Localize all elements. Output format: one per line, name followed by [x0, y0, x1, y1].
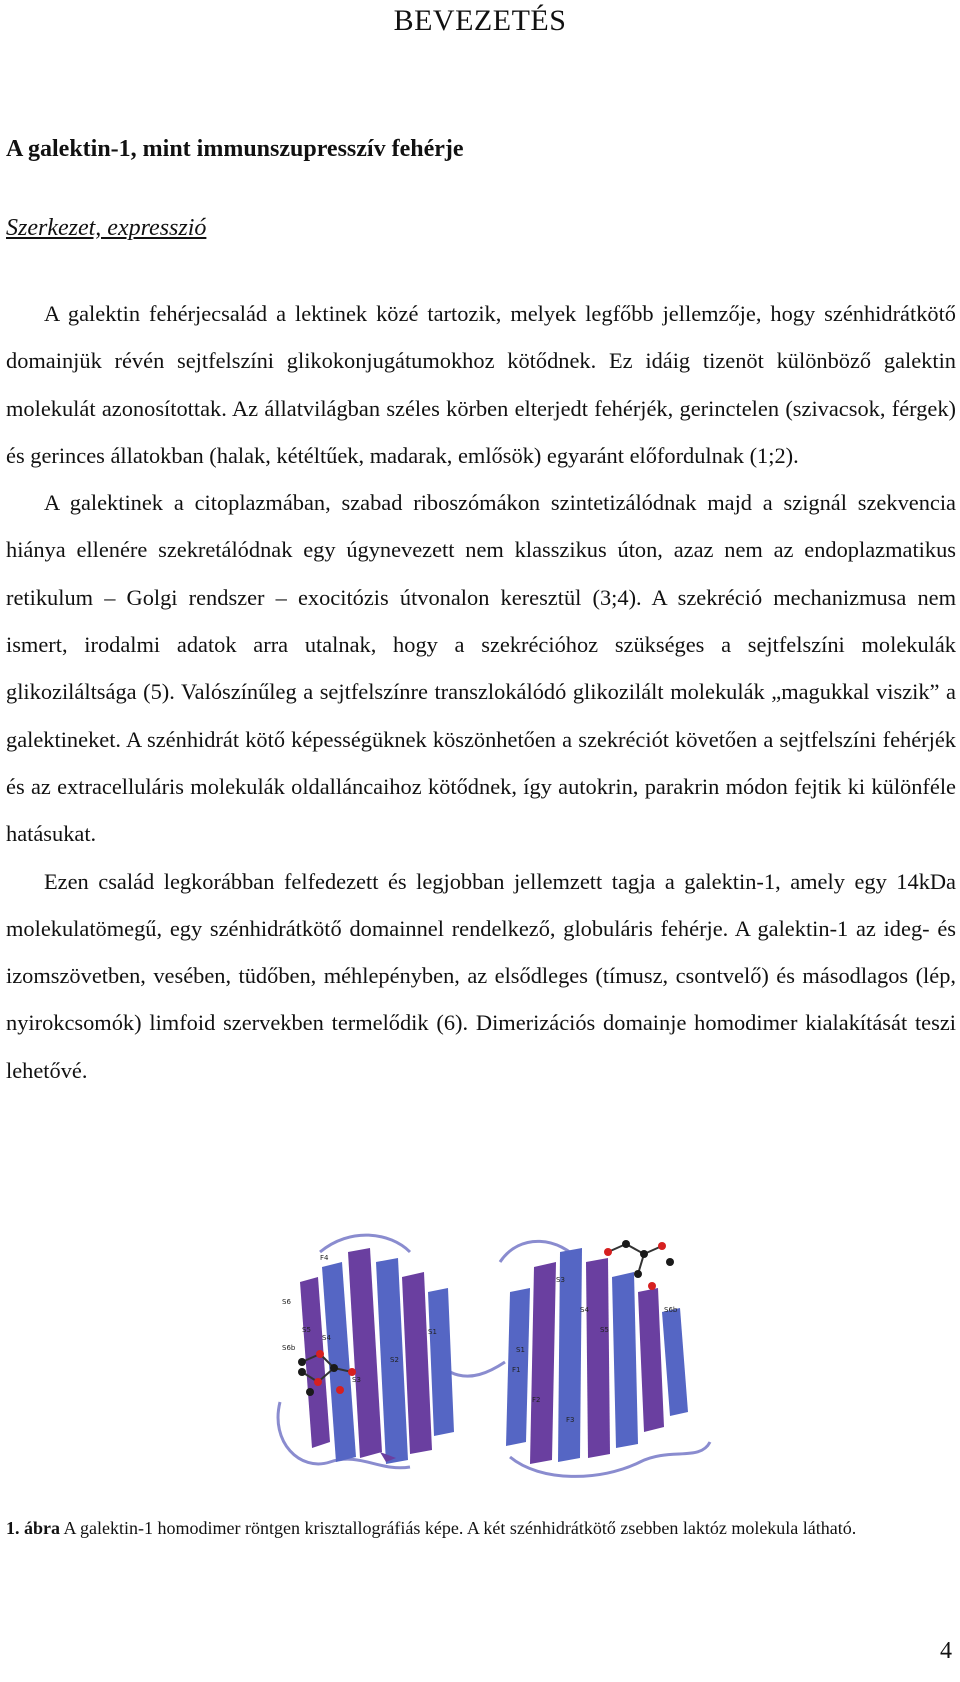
- strand-label: S6: [282, 1298, 291, 1306]
- page-number: 4: [940, 1638, 952, 1664]
- strand-label: S1: [428, 1328, 437, 1336]
- caption-text: A galektin-1 homodimer röntgen krisztallográfiás képe. A két szénhidrátkötő zsebben laktóz molekula látható.: [60, 1518, 857, 1538]
- paragraph-1: A galektin fehérjecsalád a lektinek közé tartozik, melyek legfőbb jellemzője, hogy szénhidrátkötő domainjük révén sejtfelszíni glikokonjugátumokhoz kötődnek. Ez idáig tizenöt különböző galektin molekulát azonosítottak. Az állatvilágban széles körben elterjedt fehérjék, gerinctelen (szivacsok, férgek) és gerinces állatokban (halak, kétéltűek, madarak, emlősök) egyaránt előfordulnak (1;2).: [6, 301, 956, 468]
- strand-label: S6b: [664, 1306, 678, 1314]
- paragraph-2: A galektinek a citoplazmában, szabad riboszómákon szintetizálódnak majd a szignál szekvencia hiánya ellenére szekretálódnak egy úgynevezett nem klasszikus úton, azaz nem az endoplazmatikus retikulum – Golgi rendszer – exocitózis útvonalon keresztül (3;4). A szekréció mechanizmusa nem ismert, irodalmi adatok arra utalnak, hogy a szekrécióhoz szükséges a sejtfelszíni molekulák glikoziláltsága (5). Valószínűleg a sejtfelszínre transzlokálódó glikozilált molekulák „magukkal viszik” a galektineket. A szénhidrát kötő képességüknek köszönhetően a szekréciót követően a sejtfelszíni fehérjék és az extracelluláris molekulák oldalláncaihoz kötődnek, így autokrin, parakrin módon fejtik ki különféle hatásukat.: [6, 490, 956, 847]
- section-heading: A galektin-1, mint immunszupresszív fehérje: [6, 136, 464, 162]
- protein-structure-figure: [260, 1222, 722, 1490]
- page-title: BEVEZETÉS: [393, 4, 567, 37]
- subsection-heading: Szerkezet, expresszió: [6, 215, 207, 241]
- strand-label: F1: [512, 1366, 521, 1374]
- figure-caption: [6, 1511, 956, 1546]
- strand-label: S4: [580, 1306, 589, 1314]
- body-text: [6, 290, 956, 1094]
- strand-label: S3: [352, 1376, 361, 1384]
- strand-label: S6b: [282, 1344, 296, 1352]
- strand-label: F4: [320, 1254, 329, 1262]
- strand-label: S4: [322, 1334, 331, 1342]
- strand-label: S1: [516, 1346, 525, 1354]
- strand-label: F3: [566, 1416, 575, 1424]
- strand-label: S3: [556, 1276, 565, 1284]
- protein-ribbon-image: [260, 1222, 722, 1490]
- strand-label: S5: [302, 1326, 311, 1334]
- strand-label: S5: [600, 1326, 609, 1334]
- figure-label: 1. ábra: [6, 1518, 60, 1538]
- strand-label: F2: [532, 1396, 541, 1404]
- strand-label: S2: [390, 1356, 399, 1364]
- paragraph-3: Ezen család legkorábban felfedezett és legjobban jellemzett tagja a galektin-1, amely egy 14kDa molekulatömegű, egy szénhidrátkötő domainnel rendelkező, globuláris fehérje. A galektin-1 az ideg- és izomszövetben, vesében, tüdőben, méhlepényben, az elsődleges (tímusz, csontvelő) és másodlagos (lép, nyirokcsomók) limfoid szervekben termelődik (6). Dimerizációs domainje homodimer kialakítását teszi lehetővé.: [6, 868, 956, 1083]
